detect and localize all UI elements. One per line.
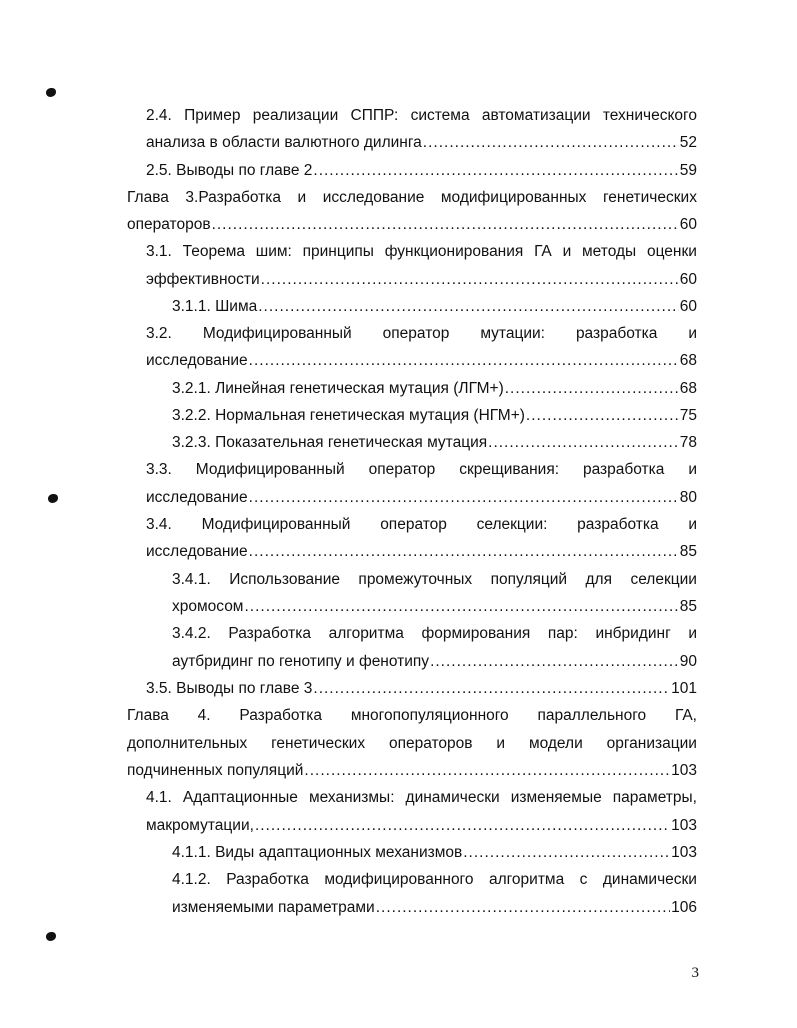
- dot-leader: [249, 484, 679, 511]
- toc-entry-title: исследование: [146, 543, 248, 560]
- toc-word: и: [297, 189, 307, 206]
- toc-word: исследование: [322, 189, 425, 206]
- toc-page-number: 59: [679, 162, 697, 179]
- toc-entry: [146, 347, 697, 374]
- toc-word: 3.1.: [146, 243, 172, 260]
- toc-line-justified: [146, 511, 697, 538]
- toc-word: пар:: [547, 625, 578, 642]
- toc-word: Использование: [229, 571, 340, 588]
- toc-word: Пример: [184, 107, 241, 124]
- dot-leader: [261, 266, 679, 293]
- toc-entry-title: 3.2.3. Показательная генетическая мутация: [172, 434, 488, 451]
- toc-line-justified: [127, 702, 697, 729]
- toc-word: оценки: [646, 243, 697, 260]
- toc-word: 4.1.2.: [172, 871, 211, 888]
- toc-word: алгоритма: [488, 871, 565, 888]
- toc-page-number: 103: [671, 844, 697, 861]
- toc-entry: [172, 648, 697, 675]
- dot-leader: [463, 839, 670, 866]
- toc-entry-title: эффективности: [146, 271, 260, 288]
- toc-word: генетических: [271, 735, 366, 752]
- toc-word: многопопуляционного: [350, 707, 509, 724]
- dot-leader: [313, 675, 670, 702]
- toc-page-number: 52: [679, 134, 697, 151]
- toc-entry: [172, 839, 697, 866]
- dot-leader: [423, 129, 679, 156]
- toc-entry: [146, 129, 697, 156]
- dot-leader: [255, 812, 670, 839]
- toc-entry: [172, 402, 697, 429]
- toc-word: параллельного: [537, 707, 647, 724]
- toc-word: Разработка: [239, 707, 323, 724]
- page-number: 3: [691, 965, 699, 981]
- toc-word: автоматизации: [481, 107, 591, 124]
- toc-word: Разработка: [228, 625, 311, 642]
- toc-word: Модифицированный: [202, 325, 352, 342]
- toc-line-justified: [127, 730, 697, 757]
- toc-entry: [127, 211, 697, 238]
- toc-word: изменяемые: [510, 789, 602, 806]
- toc-word: генетических: [602, 189, 697, 206]
- toc-word: 3.3.: [146, 461, 172, 478]
- toc-entry-title: макромутации,: [146, 817, 254, 834]
- toc-line-justified: [172, 566, 697, 593]
- dot-leader: [258, 293, 679, 320]
- toc-word: Глава: [127, 707, 169, 724]
- toc-page-number: 75: [679, 407, 697, 424]
- toc-word: с: [579, 871, 588, 888]
- toc-word: Модифицированный: [195, 461, 345, 478]
- toc-word: мутации:: [480, 325, 545, 342]
- toc-page-number: 80: [679, 489, 697, 506]
- toc-word: 3.2.: [146, 325, 172, 342]
- toc-word: разработка: [577, 516, 659, 533]
- toc-word: 2.4.: [146, 107, 172, 124]
- toc-entry: [146, 157, 697, 184]
- toc-word: ГА,: [674, 707, 697, 724]
- toc-word: технического: [602, 107, 697, 124]
- toc-page-number: 60: [679, 271, 697, 288]
- toc-word: методы: [582, 243, 637, 260]
- toc-word: и: [688, 325, 697, 342]
- toc-entry-title: подчиненных популяций: [127, 762, 304, 779]
- toc-word: для: [585, 571, 612, 588]
- toc-entry: [146, 266, 697, 293]
- toc-line-justified: [172, 620, 697, 647]
- dot-leader: [212, 211, 679, 238]
- toc-entry-title: 2.5. Выводы по главе 2: [146, 162, 313, 179]
- toc-word: модифицированного: [324, 871, 474, 888]
- toc-word: оператор: [368, 461, 436, 478]
- dot-leader: [430, 648, 679, 675]
- toc-word: Глава: [127, 189, 169, 206]
- toc-line-justified: [146, 784, 697, 811]
- toc-entry-title: исследование: [146, 352, 248, 369]
- toc-word: операторов: [388, 735, 473, 752]
- dot-leader: [376, 894, 670, 921]
- toc-word: инбридинг: [595, 625, 671, 642]
- toc-page-number: 68: [679, 352, 697, 369]
- toc-entry-title: 3.2.2. Нормальная генетическая мутация (НГМ+): [172, 407, 525, 424]
- toc-entry-title: операторов: [127, 216, 211, 233]
- toc-entry: [172, 429, 697, 456]
- toc-word: и: [688, 625, 697, 642]
- toc-page-number: 101: [671, 680, 697, 697]
- toc-word: Теорема: [182, 243, 245, 260]
- toc-word: шим:: [255, 243, 292, 260]
- toc-entry: [172, 293, 697, 320]
- dot-leader: [505, 375, 679, 402]
- toc-word: 4.: [197, 707, 211, 724]
- toc-entry-title: анализа в области валютного дилинга: [146, 134, 422, 151]
- toc-page-number: 68: [679, 380, 697, 397]
- toc-page-number: 85: [679, 543, 697, 560]
- toc-word: дополнительных: [127, 735, 248, 752]
- toc-entry-title: 4.1.1. Виды адаптационных механизмов: [172, 844, 463, 861]
- toc-word: разработка: [582, 461, 665, 478]
- toc-word: функционирования: [384, 243, 524, 260]
- toc-entry: [172, 894, 697, 921]
- toc-line-justified: [146, 320, 697, 347]
- toc-word: селекции:: [476, 516, 548, 533]
- toc-line-justified: [146, 102, 697, 129]
- toc-word: 3.Разработка: [185, 189, 281, 206]
- toc-word: принципы: [302, 243, 374, 260]
- toc-word: селекции: [630, 571, 697, 588]
- toc-word: 3.4.1.: [172, 571, 211, 588]
- toc-word: разработка: [575, 325, 658, 342]
- toc-word: и: [688, 461, 697, 478]
- toc-word: оператор: [382, 325, 450, 342]
- toc-page-number: 103: [671, 762, 697, 779]
- dot-leader: [313, 157, 678, 184]
- toc-entry-title: аутбридинг по генотипу и фенотипу: [172, 653, 430, 670]
- toc-word: скрещивания:: [459, 461, 560, 478]
- toc-word: формирования: [421, 625, 531, 642]
- toc-entry-title: 3.2.1. Линейная генетическая мутация (ЛГМ+): [172, 380, 504, 397]
- toc-word: и: [496, 735, 506, 752]
- toc-entry: [172, 593, 697, 620]
- toc-word: параметры,: [612, 789, 697, 806]
- toc-word: организации: [606, 735, 697, 752]
- toc-word: механизмы:: [308, 789, 395, 806]
- toc-entry-title: 3.5. Выводы по главе 3: [146, 680, 313, 697]
- toc-word: промежуточных: [358, 571, 473, 588]
- toc-line-justified: [146, 238, 697, 265]
- toc-page-number: 60: [679, 298, 697, 315]
- toc-word: модели: [528, 735, 583, 752]
- toc-page-number: 60: [679, 216, 697, 233]
- toc-entry-title: 3.1.1. Шима: [172, 298, 258, 315]
- toc-word: Модифицированный: [201, 516, 351, 533]
- toc-page-number: 90: [679, 653, 697, 670]
- dot-leader: [244, 593, 678, 620]
- toc-word: и: [562, 243, 572, 260]
- toc-entry-title: исследование: [146, 489, 248, 506]
- toc-word: СППР:: [350, 107, 399, 124]
- toc-page-number: 103: [671, 817, 697, 834]
- toc-entry: [146, 484, 697, 511]
- toc-entry: [146, 675, 697, 702]
- toc-word: Адаптационные: [182, 789, 298, 806]
- toc-word: модифицированных: [440, 189, 587, 206]
- toc-word: 3.4.2.: [172, 625, 211, 642]
- dot-leader: [249, 347, 679, 374]
- toc-word: и: [688, 516, 697, 533]
- toc-entry-title: изменяемыми параметрами: [172, 899, 375, 916]
- dot-leader: [249, 538, 679, 565]
- toc-page-number: 85: [679, 598, 697, 615]
- toc-line-justified: [172, 866, 697, 893]
- toc-word: оператор: [380, 516, 447, 533]
- toc-word: динамически: [602, 871, 697, 888]
- toc-entry: [146, 812, 697, 839]
- toc-word: динамически: [405, 789, 500, 806]
- toc-page-number: 78: [679, 434, 697, 451]
- toc-word: система: [410, 107, 470, 124]
- toc-word: алгоритма: [328, 625, 404, 642]
- toc-entry: [172, 375, 697, 402]
- toc-page-number: 106: [671, 899, 697, 916]
- toc-entry: [127, 757, 697, 784]
- dot-leader: [304, 757, 670, 784]
- toc-word: ГА: [534, 243, 552, 260]
- toc-word: 4.1.: [146, 789, 172, 806]
- toc-word: популяций: [490, 571, 568, 588]
- toc-line-justified: [146, 456, 697, 483]
- toc-entry-title: хромосом: [172, 598, 244, 615]
- dot-leader: [526, 402, 679, 429]
- toc-entry: [146, 538, 697, 565]
- toc-word: 3.4.: [146, 516, 172, 533]
- toc-line-justified: [127, 184, 697, 211]
- dot-leader: [488, 429, 679, 456]
- toc-word: реализации: [252, 107, 339, 124]
- toc-word: Разработка: [226, 871, 309, 888]
